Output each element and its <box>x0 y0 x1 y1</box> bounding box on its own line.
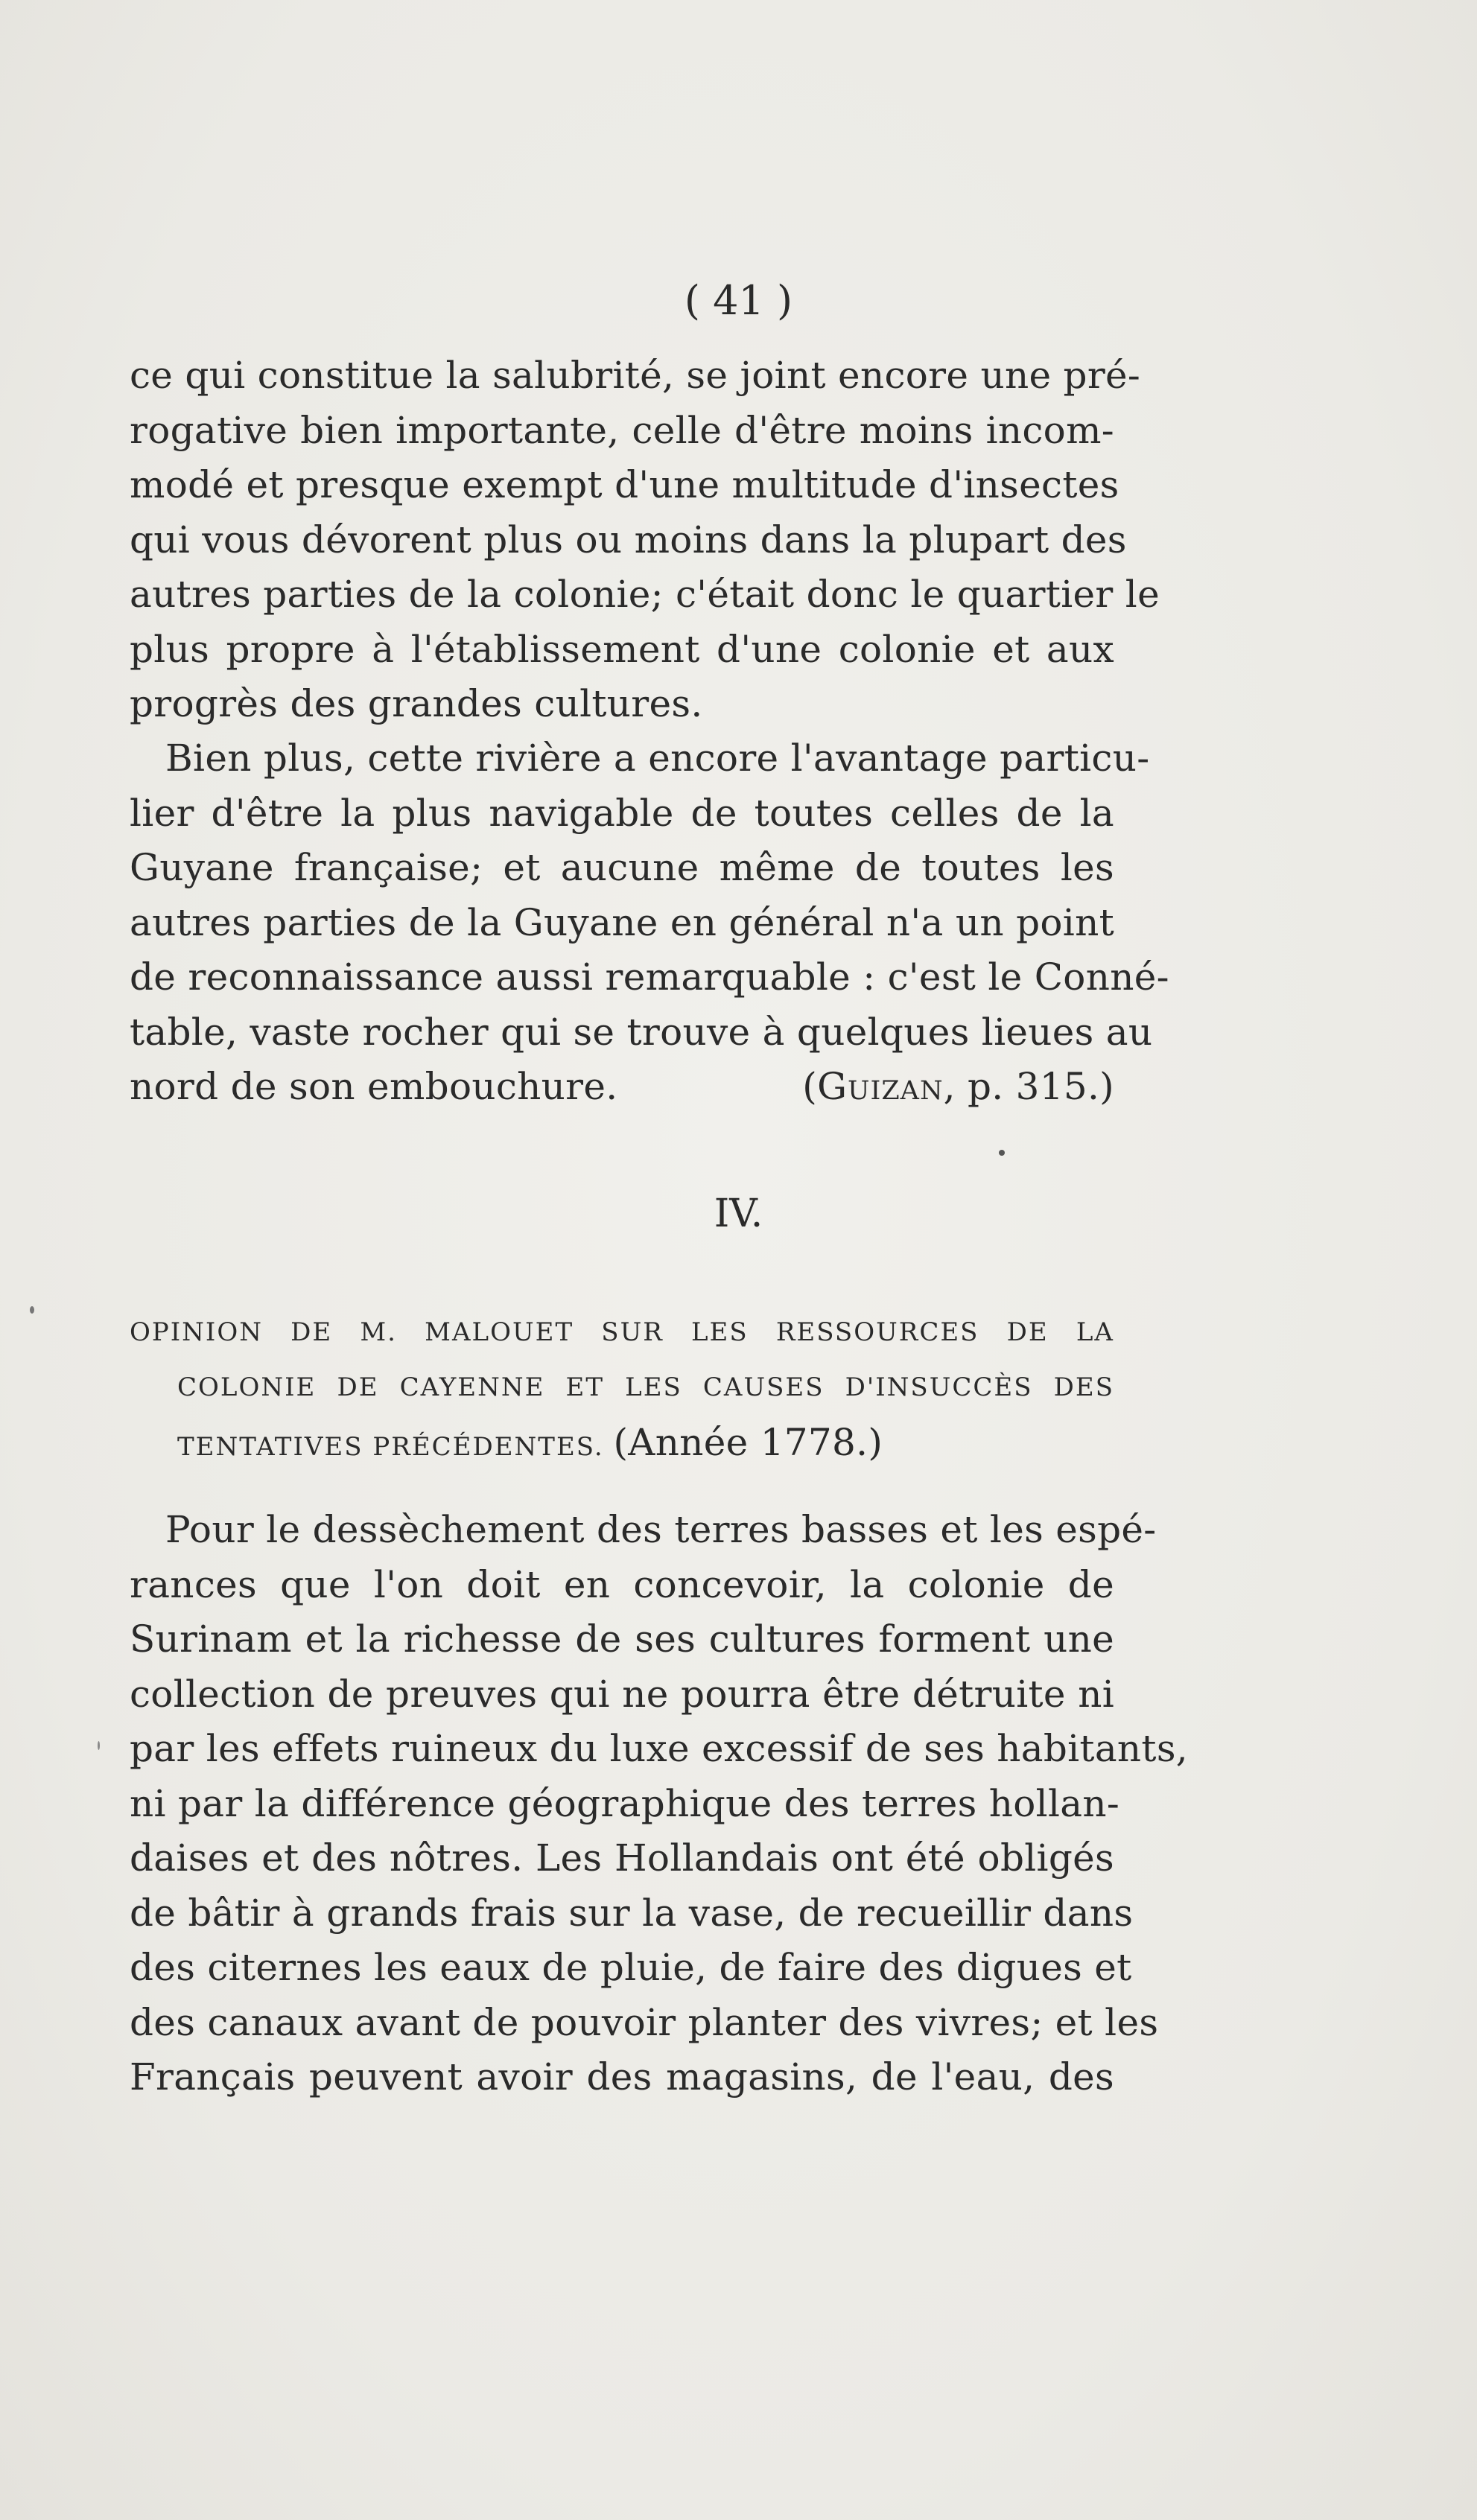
ink-speck <box>999 1150 1005 1156</box>
ink-speck <box>30 1306 34 1314</box>
heading-line: OPINION DE M. MALOUET SUR LES RESSOURCES DE LA <box>130 1317 1114 1347</box>
section-number: IV. <box>714 1191 763 1236</box>
text-line: progrès des grandes cultures. <box>130 682 703 725</box>
text-line: modé et presque exempt d'une multitude d'insectes <box>130 463 1119 506</box>
text-line-with-citation <box>130 1060 1114 1115</box>
citation-author: Guizan <box>817 1065 944 1108</box>
section-heading <box>130 1305 1114 1474</box>
heading-text: TENTATIVES PRÉCÉDENTES. <box>177 1432 604 1462</box>
text-line: des canaux avant de pouvoir planter des vivres; et les <box>130 2000 1159 2044</box>
text-line: de bâtir à grands frais sur la vase, de recueillir dans <box>130 1891 1134 1935</box>
paragraph-malouet <box>130 1503 1188 2105</box>
paragraph-riviere <box>130 731 1169 1115</box>
text-line: Pour le dessèchement des terres basses et les espé- <box>165 1508 1157 1551</box>
text-line: de reconnaissance aussi remarquable : c'est le Conné- <box>130 955 1169 999</box>
text-line: plus propre à l'établissement d'une colonie et aux <box>130 627 1114 671</box>
text-line: autres parties de la colonie; c'était donc le quartier le <box>130 573 1160 616</box>
text-line: rogative bien importante, celle d'être moins incom- <box>130 408 1114 452</box>
citation <box>802 1060 1114 1115</box>
paragraph-continuation <box>130 349 1160 732</box>
text-line: par les effets ruineux du luxe excessif de ses habitants, <box>130 1727 1188 1770</box>
heading-line: COLONIE DE CAYENNE ET LES CAUSES D'INSUCCÈS DES <box>177 1372 1114 1402</box>
text-line: rances que l'on doit en concevoir, la colonie de <box>130 1562 1114 1606</box>
text-line: Bien plus, cette rivière a encore l'avantage particu- <box>165 736 1150 780</box>
text-line: collection de preuves qui ne pourra être détruite ni <box>130 1672 1114 1716</box>
text-line: daises et des nôtres. Les Hollandais ont été obligés <box>130 1836 1114 1880</box>
text-line: ce qui constitue la salubrité, se joint encore une pré- <box>130 354 1141 397</box>
citation-page: , p. 315.) <box>943 1065 1114 1108</box>
text-line: Surinam et la richesse de ses cultures forment une <box>130 1617 1114 1661</box>
text-line: Français peuvent avoir des magasins, de l'eau, des <box>130 2055 1114 2099</box>
citation-open: ( <box>802 1065 818 1108</box>
page-number: ( 41 ) <box>684 277 793 324</box>
ink-speck <box>98 1741 100 1750</box>
heading-line-last <box>130 1415 1114 1474</box>
text-line: qui vous dévorent plus ou moins dans la plupart des <box>130 518 1127 561</box>
text-line: table, vaste rocher qui se trouve à quelques lieues au <box>130 1010 1153 1054</box>
text-line: lier d'être la plus navigable de toutes celles de la <box>130 791 1114 835</box>
text-line: autres parties de la Guyane en général n'a un point <box>130 900 1114 944</box>
text-line: Guyane française; et aucune même de toutes les <box>130 846 1114 889</box>
text-line: des citernes les eaux de pluie, de faire des digues et <box>130 1946 1132 1989</box>
heading-year: (Année 1778.) <box>613 1421 883 1464</box>
text-line: ni par la différence géographique des terres hollan- <box>130 1781 1120 1825</box>
text-line: nord de son embouchure. <box>130 1065 618 1108</box>
